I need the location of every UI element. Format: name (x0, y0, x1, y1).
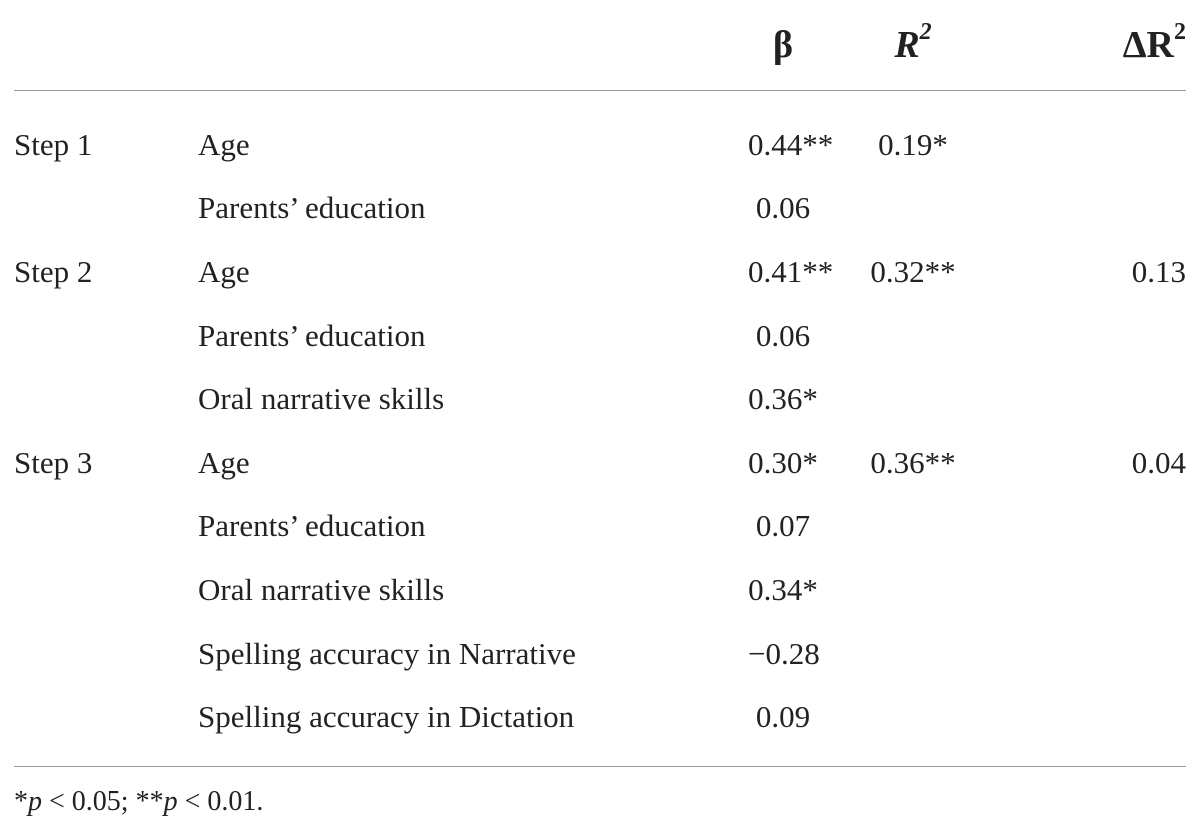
cell-step: Step 3 (14, 444, 93, 480)
footnote-p-double: p (163, 786, 178, 817)
table-row (14, 685, 1186, 769)
cell-r-squared (818, 622, 1008, 686)
cell-step: Step 1 (14, 126, 93, 162)
header-variable (198, 0, 658, 91)
cell-step: Step 2 (14, 253, 93, 289)
footnote-cond-single: < 0.05; (42, 786, 136, 817)
footnote-star-single: * (14, 786, 28, 817)
header-delta-r-squared (1008, 0, 1186, 91)
table-row (14, 91, 1186, 177)
cell-variable: Spelling accuracy in Narrative (198, 635, 576, 671)
cell-beta: 0.07 (755, 508, 811, 544)
table-row (14, 304, 1186, 368)
cell-delta-r-squared (1008, 558, 1186, 622)
cell-r-squared (818, 177, 1008, 241)
header-r-squared-base: R (894, 24, 920, 66)
cell-delta-r-squared (1008, 177, 1186, 241)
cell-variable: Spelling accuracy in Dictation (198, 699, 575, 735)
table-row (14, 558, 1186, 622)
cell-r-squared (818, 367, 1008, 431)
cell-beta: 0.09 (755, 699, 811, 735)
header-r-squared-sup: 2 (919, 19, 932, 46)
cell-beta: −0.28 (748, 635, 820, 671)
table-footnote (14, 786, 263, 818)
header-step (14, 0, 198, 91)
regression-table-container (14, 0, 1186, 769)
cell-beta: 0.44** (748, 126, 834, 162)
cell-variable: Oral narrative skills (198, 571, 445, 607)
cell-delta-r-squared (1008, 91, 1186, 177)
cell-variable: Age (198, 126, 250, 162)
table-bottom-rule (14, 766, 1186, 767)
cell-beta: 0.30* (748, 444, 818, 480)
table-row (14, 240, 1186, 304)
regression-table (14, 0, 1186, 769)
table-body (14, 91, 1186, 769)
cell-r-squared: 0.32** (870, 253, 956, 289)
cell-r-squared (818, 558, 1008, 622)
cell-variable: Age (198, 253, 250, 289)
table-row (14, 367, 1186, 431)
cell-beta: 0.06 (755, 190, 811, 226)
table-row (14, 622, 1186, 686)
cell-delta-r-squared (1008, 367, 1186, 431)
cell-r-squared (818, 495, 1008, 559)
table-row (14, 177, 1186, 241)
header-beta: β (658, 0, 818, 91)
cell-r-squared: 0.36** (870, 444, 956, 480)
table-row (14, 495, 1186, 559)
header-r-squared (818, 0, 1008, 91)
footnote-cond-double: < 0.01. (177, 786, 264, 817)
cell-variable: Parents’ education (198, 508, 426, 544)
cell-delta-r-squared: 0.04 (1131, 444, 1186, 480)
cell-delta-r-squared: 0.13 (1131, 253, 1186, 289)
cell-delta-r-squared (1008, 495, 1186, 559)
cell-beta: 0.06 (755, 317, 811, 353)
cell-step (14, 685, 198, 769)
cell-step (14, 304, 198, 368)
cell-variable: Age (198, 444, 250, 480)
cell-step (14, 558, 198, 622)
cell-step (14, 622, 198, 686)
cell-delta-r-squared (1008, 622, 1186, 686)
footnote-p-single: p (28, 786, 42, 817)
cell-variable: Parents’ education (198, 190, 426, 226)
table-header (14, 0, 1186, 91)
header-delta-r-squared-base: ΔR (1122, 24, 1174, 66)
cell-beta: 0.41** (748, 253, 834, 289)
footnote-star-double: ** (135, 786, 164, 817)
header-row (14, 0, 1186, 91)
cell-r-squared: 0.19* (878, 126, 948, 162)
cell-variable: Parents’ education (198, 317, 426, 353)
cell-variable: Oral narrative skills (198, 381, 445, 417)
table-row (14, 431, 1186, 495)
cell-step (14, 177, 198, 241)
cell-r-squared (818, 304, 1008, 368)
cell-beta: 0.34* (748, 571, 818, 607)
cell-r-squared (818, 685, 1008, 769)
header-delta-r-squared-sup: 2 (1174, 19, 1186, 46)
cell-beta: 0.36* (748, 381, 818, 417)
cell-delta-r-squared (1008, 685, 1186, 769)
cell-delta-r-squared (1008, 304, 1186, 368)
cell-step (14, 367, 198, 431)
cell-step (14, 495, 198, 559)
